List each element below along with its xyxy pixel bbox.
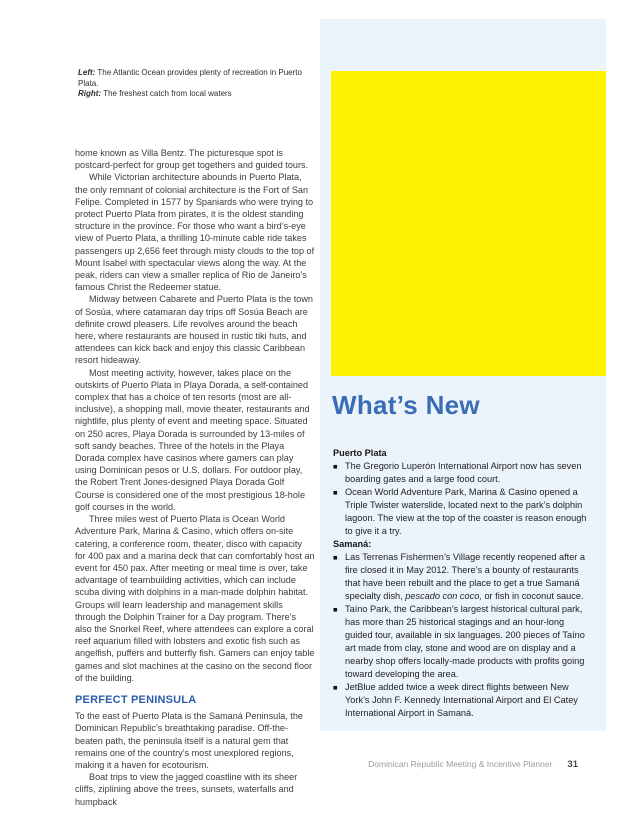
caption-left-line xyxy=(78,68,324,89)
bullet-square-icon: ■ xyxy=(333,553,338,562)
list-item xyxy=(333,603,587,681)
article-paragraph: To the east of Puerto Plata is the Samaná Peninsula, the Dominican Republic’s breathtaking paradise. Off-the-beaten path, the peninsula itself is a natural gem that remains one of the country’s most unexplored regions, making it a haven for ecotourism. xyxy=(75,711,303,770)
footer-publication-title: Dominican Republic Meeting & Incentive Planner xyxy=(368,759,553,769)
list-item xyxy=(333,681,587,720)
list-item xyxy=(333,486,587,538)
page-number: 31 xyxy=(567,759,578,770)
whats-new-body xyxy=(333,447,587,720)
bullet-square-icon: ■ xyxy=(333,605,338,614)
bullet-square-icon: ■ xyxy=(333,462,338,471)
article-paragraph: Three miles west of Puerto Plata is Ocean World Adventure Park, Marina & Casino, which offers on-site catering, a conference room, theater, disco with capacity for 400 pax and a marina deck that can comfortably host an event for 450 pax. After meeting or meal time is over, take advantage of teambuilding activities, which can include scuba diving with dolphins in a man-made dolphin habitat. Groups will learn leadership and management skills through the Dolphin Trainer for a Day program. There’s also the Snorkel Reef, where attendees can explore a coral reef aquarium filled with lobsters and exotic fish such as angelfish, puffers and butterfly fish. Gamers can enjoy table games and slot machines at the casino on the second floor of the building. xyxy=(75,514,315,683)
bullet-square-icon: ■ xyxy=(333,683,338,692)
yellow-photo-placeholder xyxy=(331,71,606,376)
whats-new-section-label-samana: Samaná: xyxy=(333,539,372,549)
list-item-text: Ocean World Adventure Park, Marina & Casino opened a Triple Twister waterslide, located next to the park’s dolphin lagoon. The view at the top of the coaster is reason enough to give it a try. xyxy=(345,487,587,536)
article-paragraph: Midway between Cabarete and Puerto Plata is the town of Sosúa, where catamaran day trips off Sosúa Beach are definite crowd pleasers. Life revolves around the beach here, where restaurants are housed in rustic tiki huts, and attendees can kick back and enjoy this classic Caribbean resort hideaway. xyxy=(75,294,313,366)
list-item xyxy=(333,460,587,486)
page-footer xyxy=(368,759,578,770)
photo-caption xyxy=(78,68,324,100)
article-paragraph: While Victorian architecture abounds in Puerto Plata, the only remnant of colonial architecture is the Fort of San Felipe. Completed in 1577 by Spaniards who were trying to protect Puerto Plata from pirates, it is the oldest standing structure in the province. For those who want a bird’s-eye view of Puerto Plata, a thrilling 10-minute cable ride takes passengers up 2,656 feet through misty clouds to the top of Mount Isabel with spectacular views along the way. At the peak, riders can view a smaller replica of Rio de Janeiro’s famous Christ the Redeemer statue. xyxy=(75,172,315,293)
caption-right-line xyxy=(78,89,324,100)
whats-new-list-puerto-plata xyxy=(333,460,587,538)
whats-new-title: What’s New xyxy=(332,390,480,420)
list-item-text: JetBlue added twice a week direct flights between New York’s John F. Kennedy International Airport and El Catey International Airport in Samaná. xyxy=(345,682,578,718)
list-item-text: The Gregorio Luperón International Airport now has seven boarding gates and a large food court. xyxy=(345,461,582,484)
article-paragraph: Boat trips to view the jagged coastline with its sheer cliffs, ziplining above the trees, sunsets, waterfalls and humpback xyxy=(75,772,298,807)
article-paragraph: Most meeting activity, however, takes place on the outskirts of Puerto Plata in Playa Dorada, a self-contained complex that has a choice of ten resorts (most are all-inclusive), a shopping mall, movie theater, restaurants and nightlife, plus plenty of event and meeting space. Situated on 250 acres, Playa Dorada is surrounded by 13-miles of soft sandy beaches. Three of the hotels in the Playa Dorada complex have casinos where gamers can play using Dominican pesos or U.S. dollars. For outdoor play, the Robert Trent Jones-designed Playa Dorada Golf Course is considered one of the most prestigious 18-hole golf courses in the world. xyxy=(75,367,310,512)
whats-new-panel xyxy=(320,19,606,731)
caption-left-label: Left: xyxy=(78,68,96,77)
section-heading-perfect-peninsula: PERFECT PENINSULA xyxy=(75,693,197,706)
whats-new-section-label-puerto-plata: Puerto Plata xyxy=(333,448,387,458)
whats-new-list-samana xyxy=(333,551,587,720)
caption-right-label: Right: xyxy=(78,89,102,99)
list-item xyxy=(333,551,587,603)
article-paragraph: home known as Villa Bentz. The picturesque spot is postcard-perfect for group get togethers and guided tours. xyxy=(75,148,309,171)
list-item-text-pre: Las Terrenas Fishermen’s Village recently reopened after a fire closed it in May 2012. There’s a bounty of restaurants that have been rebuilt and the place to get a true Samaná specialty dish, xyxy=(345,552,586,601)
list-item-text: Taíno Park, the Caribbean’s largest historical cultural park, has more than 25 historical stagings and an hour-long guided tour, available in six languages. 200 pieces of Taíno art made from clay, stone and wood are on display and a nearby shop offers locally-made products with profits going toward developing the area. xyxy=(345,604,585,679)
caption-left-text: The Atlantic Ocean provides plenty of recreation in Puerto Plata. xyxy=(78,68,302,88)
caption-right-text: The freshest catch from local waters xyxy=(101,89,232,99)
bullet-square-icon: ■ xyxy=(333,488,338,497)
list-item-text-italic: pescado con coco, xyxy=(405,591,482,601)
list-item-text-post: or fish in coconut sauce. xyxy=(481,591,584,601)
list-item-text xyxy=(345,551,587,603)
article-column xyxy=(75,147,315,808)
